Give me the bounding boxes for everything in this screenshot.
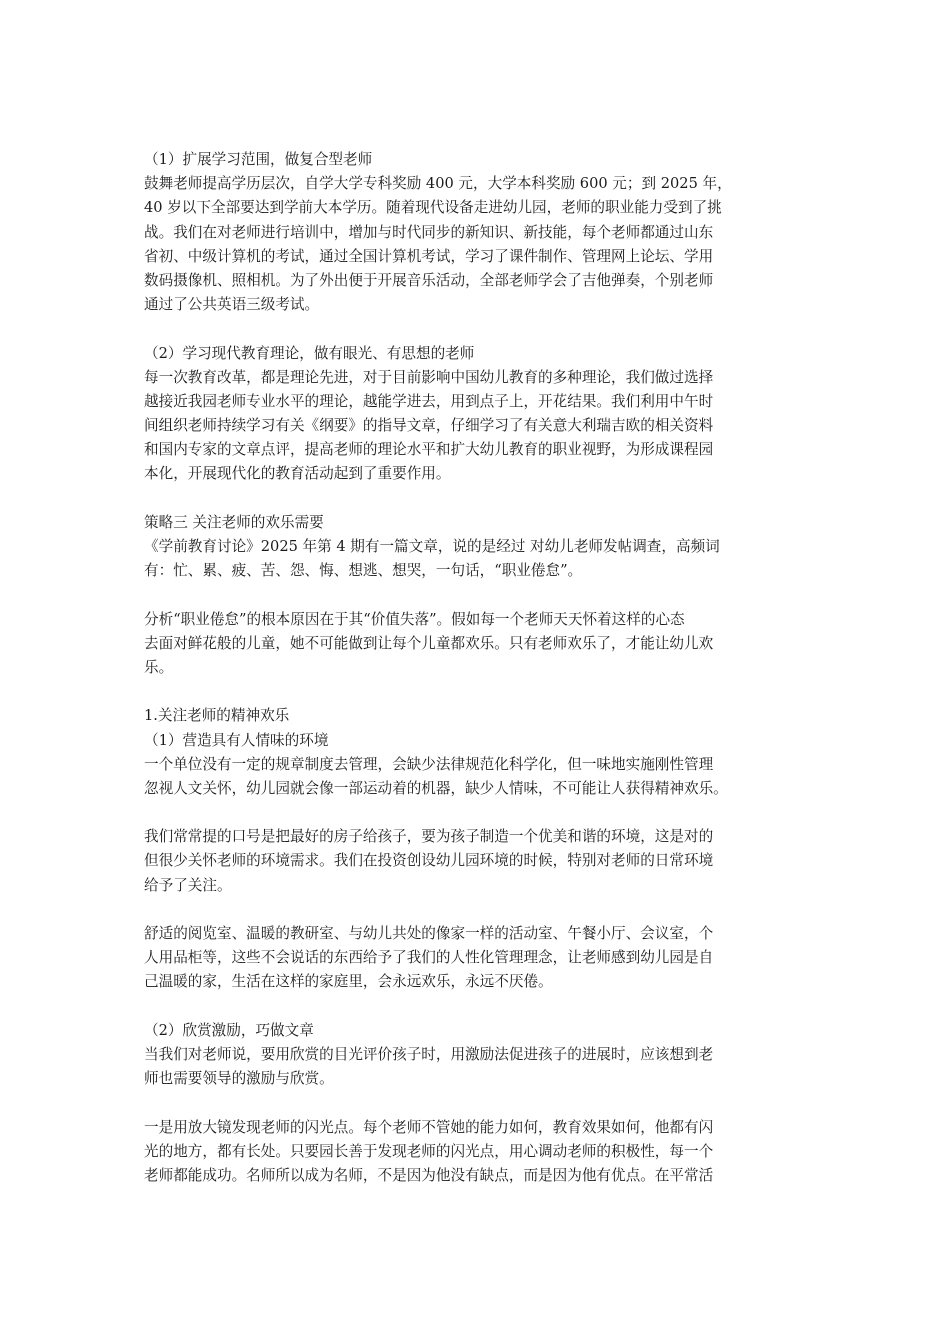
paragraph-spacer <box>144 1091 816 1115</box>
text-line: 师也需要领导的激励与欣赏。 <box>144 1070 334 1088</box>
text-line: 间组织老师持续学习有关《纲要》的指导文章，仔细学习了有关意大利瑞吉欧的相关资料 <box>144 417 714 435</box>
text-line: 和国内专家的文章点评，提高老师的理论水平和扩大幼儿教育的职业视野，为形成课程园 <box>144 441 714 459</box>
text-line: 乐。 <box>144 658 174 676</box>
text-line: 一个单位没有一定的规章制度去管理，会缺少法律规范化科学化，但一味地实施刚性管理 <box>144 755 714 773</box>
text-line: 一是用放大镜发现老师的闪光点。每个老师不管她的能力如何，教育效果如何，他都有闪 <box>144 1118 714 1136</box>
text-line: 我们常常提的口号是把最好的房子给孩子，要为孩子制造一个优美和谐的环境，这是对的 <box>144 828 714 846</box>
text-line: 鼓舞老师提高学历层次，自学大学专科奖励 400 元，大学本科奖励 600 元；到 2025 年， <box>144 175 732 193</box>
paragraph-spacer <box>144 487 816 511</box>
text-line: 通过了公共英语三级考试。 <box>144 296 320 314</box>
text-line: 1.关注老师的精神欢乐 <box>144 707 290 725</box>
paragraph-spacer <box>144 680 816 704</box>
text-line: 老师都能成功。名师所以成为名师，不是因为他没有缺点，而是因为他有优点。在平常活 <box>144 1166 714 1184</box>
paragraph-spacer <box>144 898 816 922</box>
text-line: （2）欣赏激励，巧做文章 <box>144 1021 314 1039</box>
paragraph-spacer <box>144 583 816 607</box>
text-line: 人用品柜等，这些不会说话的东西给予了我们的人性化管理理念，让老师感到幼儿园是自 <box>144 949 714 967</box>
text-line: 40 岁以下全部要达到学前大本学历。随着现代设备走进幼儿园，老师的职业能力受到了挑 <box>144 199 722 217</box>
text-line: 己温暖的家，生活在这样的家庭里，会永远欢乐，永远不厌倦。 <box>144 973 553 991</box>
text-line: 数码摄像机、照相机。为了外出便于开展音乐活动，全部老师学会了吉他弹奏，个别老师 <box>144 271 714 289</box>
text-line: 当我们对老师说，要用欣赏的目光评价孩子时，用激励法促进孩子的进展时，应该想到老 <box>144 1045 714 1063</box>
text-line: 但很少关怀老师的环境需求。我们在投资创设幼儿园环境的时候，特别对老师的日常环境 <box>144 852 714 870</box>
paragraph-spacer <box>144 317 816 341</box>
text-line: （2）学习现代教育理论，做有眼光、有思想的老师 <box>144 344 475 362</box>
text-line: 省初、中级计算机的考试，通过全国计算机考试，学习了课件制作、管理网上论坛、学用 <box>144 247 714 265</box>
text-line: （1）营造具有人情味的环境 <box>144 731 329 749</box>
paragraph-spacer <box>144 801 816 825</box>
text-line: 去面对鲜花般的儿童，她不可能做到让每个儿童都欢乐。只有老师欢乐了，才能让幼儿欢 <box>144 634 714 652</box>
text-line: 分析“职业倦怠”的根本原因在于其“价值失落”。假如每一个老师天天怀着这样的心态 <box>144 610 685 628</box>
document-page <box>144 148 816 1188</box>
text-line: 每一次教育改革，都是理论先进，对于目前影响中国幼儿教育的多种理论，我们做过选择 <box>144 368 714 386</box>
text-line: 策略三 关注老师的欢乐需要 <box>144 513 324 531</box>
text-line: 越接近我园老师专业水平的理论，越能学进去，用到点子上，开花结果。我们利用中午时 <box>144 392 714 410</box>
text-line: （1）扩展学习范围，做复合型老师 <box>144 151 373 168</box>
paragraph-spacer <box>144 995 816 1019</box>
text-line: 《学前教育讨论》2025 年第 4 期有一篇文章，说的是经过 对幼儿老师发帖调查，高频词 <box>144 538 720 555</box>
text-line: 给予了关注。 <box>144 876 232 894</box>
text-line: 忽视人文关怀，幼儿园就会像一部运动着的机器，缺少人情味，不可能让人获得精神欢乐。 <box>144 779 728 797</box>
text-line: 光的地方，都有长处。只要园长善于发现老师的闪光点，用心调动老师的积极性，每一个 <box>144 1142 714 1160</box>
text-line: 本化，开展现代化的教育活动起到了重要作用。 <box>144 465 451 483</box>
text-line: 有：忙、累、疲、苦、怨、悔、想逃、想哭，一句话，“职业倦怠”。 <box>144 562 583 580</box>
text-line: 战。我们在对老师进行培训中，增加与时代同步的新知识、新技能，每个老师都通过山东 <box>144 223 714 241</box>
text-line: 舒适的阅览室、温暖的教研室、与幼儿共处的像家一样的活动室、午餐小厅、会议室，个 <box>144 925 714 942</box>
